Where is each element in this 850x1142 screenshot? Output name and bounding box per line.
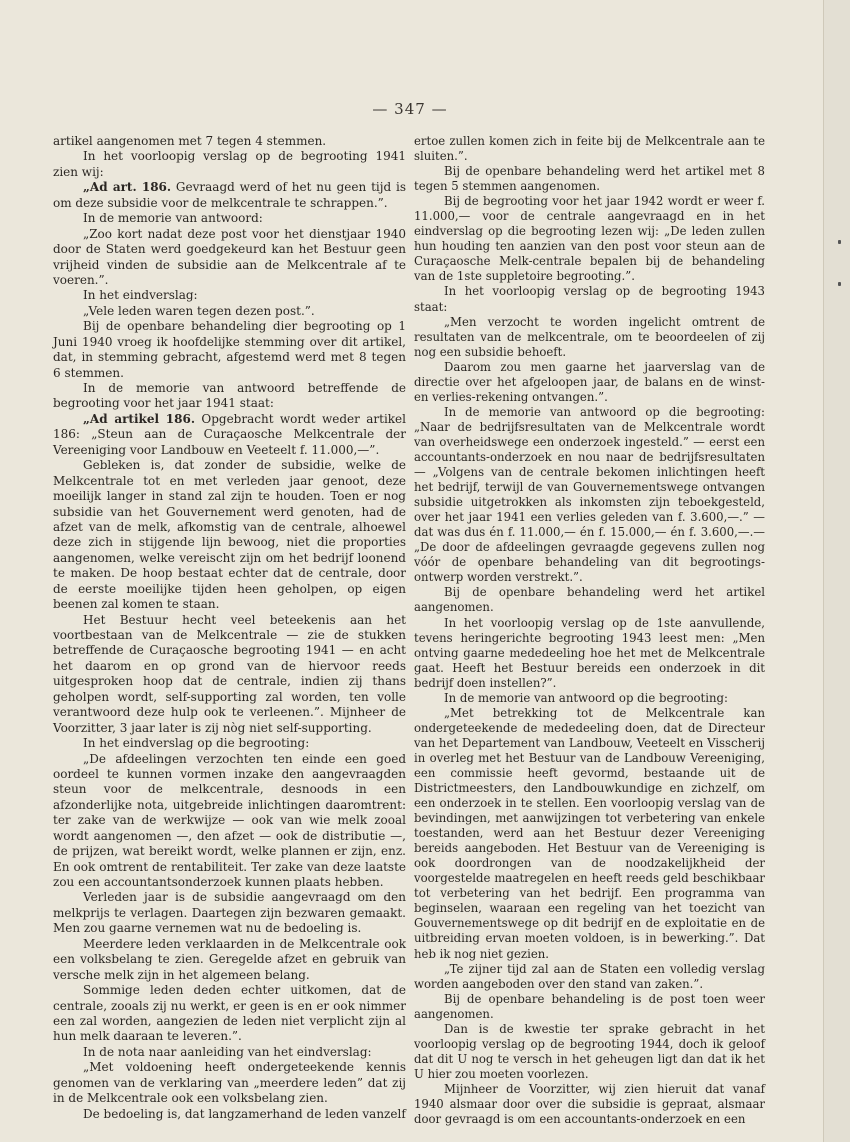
paragraph: In de memorie van antwoord: [83,211,263,226]
paragraph: „De afdeelingen verzochten ten einde een goed oordeel te kunnen vormen inzake den aangevraagden steun voor de melkcentrale, desnoods in een afzonderlijke nota, uitgebreide inlichtingen daaromtrent: ter zake van de werkwijze — ook van wie melk zooal wordt aangenomen —, den afzet — ook de distributie —, de prijzen, wat bereikt wordt, welke plannen er zijn, enz. En ook omtrent de rentabiliteit. Ter zake van deze laatste zou een accountantsonderzoek kunnen plaats hebben. [53,751,406,889]
bold-heading: „Ad art. 186. [83,180,172,195]
paragraph: In het voorloopig verslag op de begrooting 1943 staat: [414,284,765,314]
paragraph: Het Bestuur hecht veel beteekenis aan het voortbestaan van de Melkcentrale — zie de stukken betreffende de Curaçaosche begrooting 1941 — en acht het daarom en op grond van de hiervoor reeds uitgesproken hoop dat de centrale, indien zij thans geholpen wordt, self-supporting zal worden, ten volle verantwoord deze hulp ook te verleenen.”. Mijnheer de Voorzitter, 3 jaar later is zij nòg niet self-supporting. [53,612,406,735]
scan-speck [838,282,841,286]
paragraph: „Ad artikel 186. Opgebracht wordt weder artikel 186: „Steun aan de Curaçaosche Melkcentrale der Vereeniging voor Landbouw en Veeteelt f. 11.000,—”. [53,411,406,457]
paragraph: „Te zijner tijd zal aan de Staten een volledig verslag worden aangeboden over den stand van zaken.”. [414,961,765,991]
paragraph: De bedoeling is, dat langzamerhand de leden vanzelf [83,1106,406,1121]
paragraph: Bij de openbare behandeling werd het artikel aangenomen. [414,585,765,615]
paragraph: „Ad art. 186. Gevraagd werd of het nu geen tijd is om deze subsidie voor de melkcentrale te schrappen.”. [53,180,406,210]
paragraph: „Men verzocht te worden ingelicht omtrent de resultaten van de melkcentrale, om te beoordeelen of zij nog een subsidie behoeft. [414,314,765,359]
paragraph: In de nota naar aanleiding van het eindverslag: [83,1044,372,1059]
page-edge [823,0,850,1142]
paragraph: In het voorloopig verslag op de 1ste aanvullende, tevens heringerichte begrooting 1943 leest men: „Men ontving gaarne mededeeling hoe het met de Melkcentrale gaat. Heeft het Bestuur bereids een onderzoek in dit bedrijf doen instellen?”. [414,615,765,690]
paragraph: Verleden jaar is de subsidie aangevraagd om den melkprijs te verlagen. Daartegen zijn bezwaren gemaakt. Men zou gaarne vernemen wat nu de bedoeling is. [53,890,406,936]
paragraph: Mijnheer de Voorzitter, wij zien hieruit dat vanaf 1940 alsmaar door over die subsidie is gepraat, alsmaar door gevraagd is om een accountants-onderzoek en een [414,1081,765,1127]
paragraph: In de memorie van antwoord op die begrooting: „Naar de bedrijfsresultaten van de Melkcentrale wordt van overheidswege een onderzoek ingesteld.” — eerst een accountants-onderzoek en nou naar de bedrijfsresultaten — „Volgens van de centrale bekomen inlichtingen heeft het bedrijf, terwijl de van Gouvernementswege ontvangen subsidie uitgetrokken als inkomsten zijn teboekgesteld, over het jaar 1941 een verlies geleden van f. 3.600,—.” — dat was dus én f. 11.000,— én f. 15.000,— én f. 3.600,—.— „De door de afdeelingen gevraagde gegevens zullen nog vóór de openbare behandeling van dit begrootings-ontwerp worden verstrekt.”. [414,404,765,585]
paragraph: In het voorloopig verslag op de begrooting 1941 zien wij: [53,149,406,179]
paragraph: In de memorie van antwoord betreffende de begrooting voor het jaar 1941 staat: [53,381,406,411]
paragraph: In het eindverslag op die begrooting: [83,736,310,751]
right-column [414,134,765,1127]
paragraph: „Met voldoening heeft ondergeteekende kennis genomen van de verklaring van „meerdere leden” dat zij in de Melkcentrale ook een volksbelang zien. [53,1060,406,1106]
paragraph: In het eindverslag: [83,288,198,303]
left-column [53,134,406,1122]
paragraph: Dan is de kwestie ter sprake gebracht in het voorloopig verslag op de begrooting 1944, doch ik geloof dat dit U nog te versch in het geheugen ligt dan dat ik het U hier zou moeten voorlezen. [414,1021,765,1081]
paragraph: Gebleken is, dat zonder de subsidie, welke de Melkcentrale tot en met verleden jaar genoot, deze moeilijk langer in stand zal zijn te houden. Toen er nog subsidie van het Gouvernement werd genoten, had de afzet van de melk, afkomstig van de centrale, alhoewel deze zich in stijgende lijn bewoog, niet die proporties aangenomen, welke vereischt zijn om het bedrijf loonend te maken. De hoop bestaat echter dat de centrale, door de eerste moeilijke tijden heen geholpen, op eigen beenen zal komen te staan. [53,458,406,612]
bold-heading: „Ad artikel 186. [83,411,195,426]
paragraph: Bij de openbare behandeling werd het artikel met 8 tegen 5 stemmen aangenomen. [414,164,765,194]
paragraph: Bij de openbare behandeling is de post toen weer aangenomen. [414,991,765,1021]
paragraph: „Zoo kort nadat deze post voor het dienstjaar 1940 door de Staten werd goedgekeurd kan het Bestuur geen vrijheid vinden de subsidie aan de Melkcentrale af te voeren.”. [53,226,406,287]
paragraph: „Vele leden waren tegen dezen post.”. [83,303,315,318]
paragraph: ertoe zullen komen zich in feite bij de Melkcentrale aan te sluiten.”. [414,134,765,164]
scan-speck [838,240,841,244]
paragraph: In de memorie van antwoord op die begrooting: [444,690,728,705]
paragraph: Daarom zou men gaarne het jaarverslag van de directie over het afgeloopen jaar, de balans en de winst- en verlies-rekening ontvangen.”. [414,359,765,404]
page-number: — 347 — [372,100,448,118]
paragraph: Sommige leden deden echter uitkomen, dat de centrale, zooals zij nu werkt, er geen is en er ook nimmer een zal worden, aangezien de leden niet verplicht zijn al hun melk daaraan te leveren.”. [53,983,406,1044]
paragraph: Meerdere leden verklaarden in de Melkcentrale ook een volksbelang te zien. Geregelde afzet en gebruik van versche melk zijn in het algemeen belang. [53,936,406,982]
paragraph: Bij de begrooting voor het jaar 1942 wordt er weer f. 11.000,— voor de centrale aangevraagd en in het eindverslag op die begrooting lezen wij: „De leden zullen hun houding ten aanzien van den post voor steun aan de Curaçaosche Melk-centrale bepalen bij de behandeling van de 1ste suppletoire begrooting.”. [414,194,765,284]
paragraph: Bij de openbare behandeling dier begrooting op 1 Juni 1940 vroeg ik hoofdelijke stemming over dit artikel, dat, in stemming gebracht, afgestemd werd met 8 tegen 6 stemmen. [53,319,406,380]
paragraph: artikel aangenomen met 7 tegen 4 stemmen. [53,134,327,148]
paragraph: „Met betrekking tot de Melkcentrale kan ondergeteekende de mededeeling doen, dat de Directeur van het Departement van Landbouw, Veeteelt en Visscherij in overleg met het Bestuur van de Landbouw Vereeniging, een commissie heeft gevormd, bestaande uit de Districtmeesters, den Landbouwkundige en zichzelf, om een onderzoek in te stellen. Een voorloopig verslag van de bevindingen, met aanwijzingen tot verbetering van enkele toestanden, werd aan het Bestuur dezer Vereeniging bereids aangeboden. Het Bestuur van de Vereeniging is ook doordrongen van de noodzakelijkheid der voorgestelde maatregelen en heeft reeds geld beschikbaar tot verbetering van het bedrijf. Een programma van beginselen, waaraan een regeling van het toezicht van Gouvernementswege op dit bedrijf en de exploitatie en de uitbreiding ervan moeten voldoen, is in bewerking.”. Dat heb ik nog niet gezien. [414,705,765,961]
